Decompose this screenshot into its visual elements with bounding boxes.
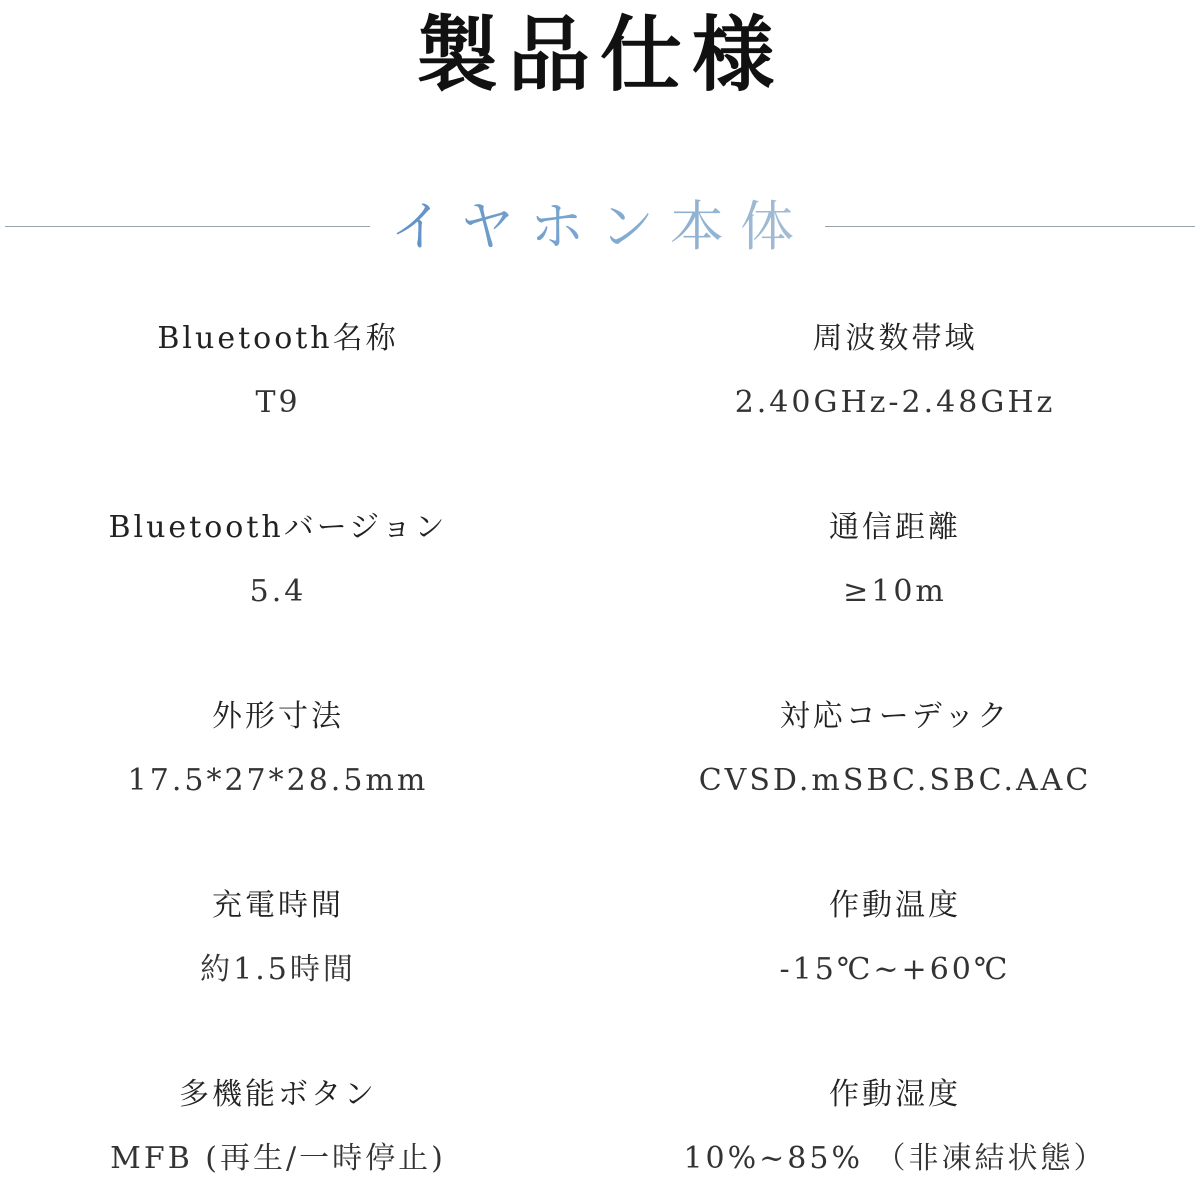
- spec-label: 多機能ボタン: [179, 1077, 377, 1112]
- spec-value: -15℃~+60℃: [779, 952, 1011, 987]
- spec-label: Bluetooth名称: [157, 321, 399, 356]
- spec-label: 周波数帯域: [812, 321, 978, 356]
- spec-dimensions: [8, 698, 548, 800]
- spec-charging-time: [8, 887, 548, 989]
- spec-bluetooth-name: [8, 320, 548, 422]
- spec-label: 対応コーデック: [779, 699, 1011, 734]
- section-title: イヤホン本体: [380, 196, 820, 258]
- spec-value: 5.4: [249, 574, 307, 609]
- page-title: 製品仕様: [415, 7, 784, 103]
- spec-value: 10%~85% （非凍結状態）: [683, 1141, 1107, 1176]
- spec-value: CVSD.mSBC.SBC.AAC: [698, 763, 1092, 798]
- divider-right: [825, 226, 1195, 227]
- spec-value: 2.40GHz-2.48GHz: [734, 385, 1056, 420]
- spec-value: ≥10m: [843, 574, 947, 609]
- spec-label: Bluetoothバージョン: [108, 510, 448, 545]
- divider-left: [5, 226, 370, 227]
- spec-operating-temperature: [625, 887, 1165, 989]
- spec-frequency-band: [625, 320, 1165, 422]
- spec-value: 17.5*27*28.5mm: [127, 763, 429, 798]
- section-header: [0, 196, 1200, 262]
- spec-label: 外形寸法: [212, 699, 344, 734]
- spec-label: 通信距離: [829, 510, 961, 545]
- spec-bluetooth-version: [8, 509, 548, 611]
- spec-label: 作動温度: [829, 888, 961, 923]
- spec-communication-range: [625, 509, 1165, 611]
- spec-value: T9: [255, 385, 301, 420]
- spec-value: MFB (再生/一時停止): [110, 1141, 446, 1176]
- spec-multifunction-button: [8, 1076, 548, 1178]
- spec-label: 作動湿度: [829, 1077, 961, 1112]
- spec-operating-humidity: [625, 1076, 1165, 1178]
- spec-label: 充電時間: [212, 888, 344, 923]
- spec-value: 約1.5時間: [200, 952, 356, 987]
- spec-codecs: [625, 698, 1165, 800]
